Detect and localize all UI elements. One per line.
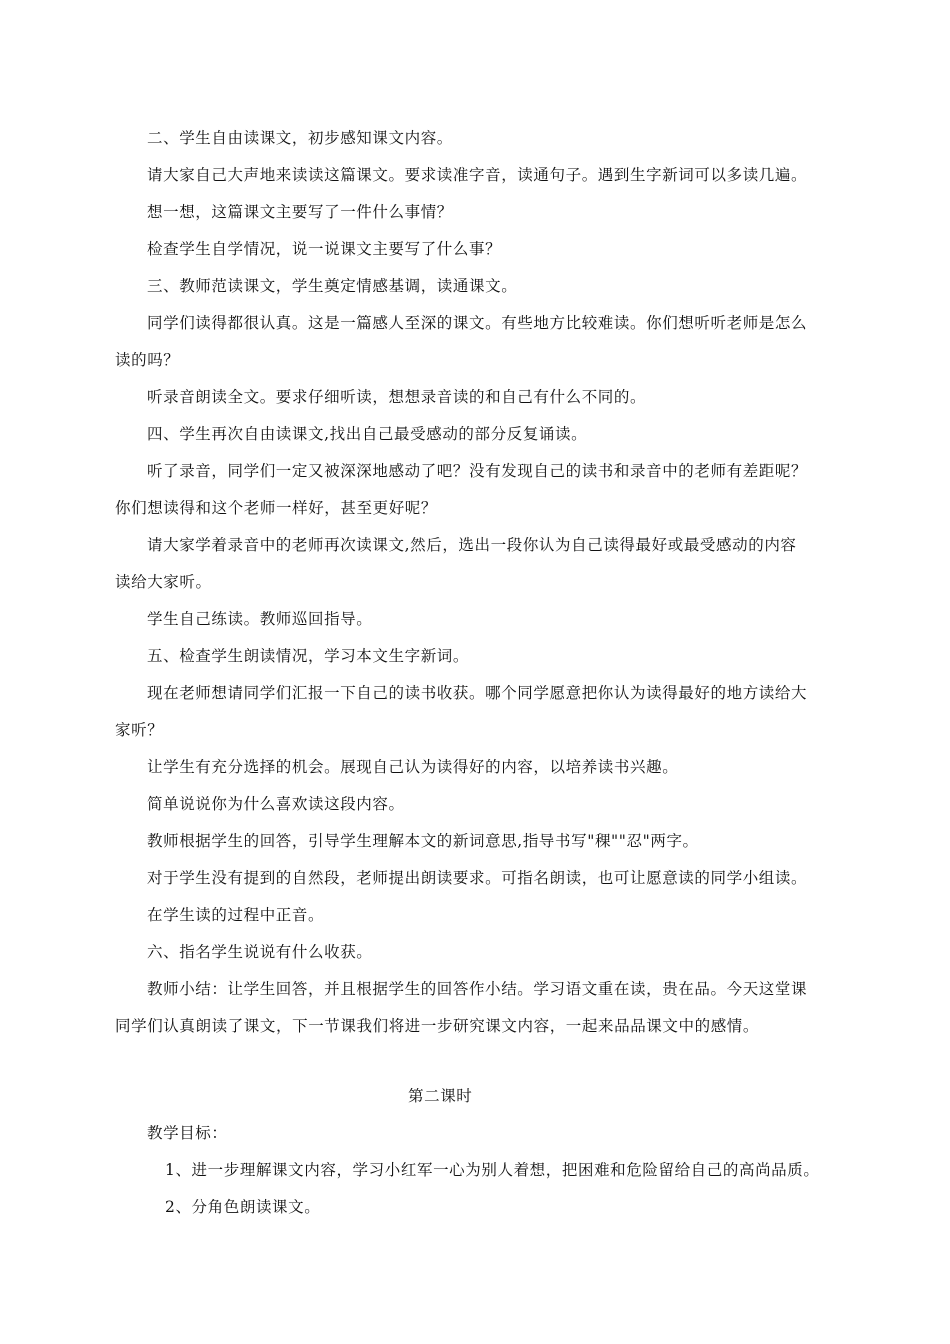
paragraph: 请大家自己大声地来读读这篇课文。要求读准字音，读通句子。遇到生字新词可以多读几遍。 xyxy=(147,166,808,184)
paragraph-continuation: 读给大家听。 xyxy=(115,573,212,591)
paragraph: 简单说说你为什么喜欢读这段内容。 xyxy=(147,795,405,813)
goal-item: 1、进一步理解课文内容，学习小红军一心为别人着想，把困难和危险留给自己的高尚品质。 xyxy=(165,1161,820,1179)
paragraph: 对于学生没有提到的自然段，老师提出朗读要求。可指名朗读，也可让愿意读的同学小组读。 xyxy=(147,869,808,887)
paragraph: 教师根据学生的回答，引导学生理解本文的新词意思,指导书写"稞""忍"两字。 xyxy=(147,832,699,850)
paragraph: 听了录音，同学们一定又被深深地感动了吧？没有发现自己的读书和录音中的老师有差距呢？ xyxy=(147,462,808,480)
paragraph: 学生自己练读。教师巡回指导。 xyxy=(147,610,373,628)
paragraph: 同学们读得都很认真。这是一篇感人至深的课文。有些地方比较难读。你们想听听老师是怎么 xyxy=(147,314,808,332)
paragraph: 让学生有充分选择的机会。展现自己认为读得好的内容，以培养读书兴趣。 xyxy=(147,758,679,776)
paragraph-heading: 四、学生再次自由读课文,找出自己最受感动的部分反复诵读。 xyxy=(147,425,588,443)
paragraph-continuation: 家听？ xyxy=(115,721,164,739)
section-title: 第二课时 xyxy=(408,1087,473,1105)
paragraph-heading: 三、教师范读课文，学生奠定情感基调，读通课文。 xyxy=(147,277,518,295)
paragraph-heading: 二、学生自由读课文，初步感知课文内容。 xyxy=(147,129,453,147)
paragraph-heading: 六、指名学生说说有什么收获。 xyxy=(147,943,373,961)
paragraph: 在学生读的过程中正音。 xyxy=(147,906,325,924)
paragraph: 检查学生自学情况，说一说课文主要写了什么事？ xyxy=(147,240,502,258)
paragraph-continuation: 读的吗？ xyxy=(115,351,180,369)
paragraph: 现在老师想请同学们汇报一下自己的读书收获。哪个同学愿意把你认为读得最好的地方读给大 xyxy=(147,684,808,702)
paragraph-heading: 五、检查学生朗读情况，学习本文生字新词。 xyxy=(147,647,470,665)
paragraph: 教师小结：让学生回答，并且根据学生的回答作小结。学习语文重在读，贵在品。今天这堂课 xyxy=(147,980,808,998)
paragraph-continuation: 你们想读得和这个老师一样好，甚至更好呢？ xyxy=(115,499,438,517)
goal-item: 2、分角色朗读课文。 xyxy=(165,1198,321,1216)
goals-heading: 教学目标： xyxy=(147,1124,228,1142)
paragraph: 请大家学着录音中的老师再次读课文,然后，选出一段你认为自己读得最好或最受感动的内容 xyxy=(147,536,797,554)
paragraph: 听录音朗读全文。要求仔细听读，想想录音读的和自己有什么不同的。 xyxy=(147,388,647,406)
paragraph: 想一想，这篇课文主要写了一件什么事情？ xyxy=(147,203,453,221)
paragraph-continuation: 同学们认真朗读了课文，下一节课我们将进一步研究课文内容，一起来品品课文中的感情。 xyxy=(115,1017,760,1035)
